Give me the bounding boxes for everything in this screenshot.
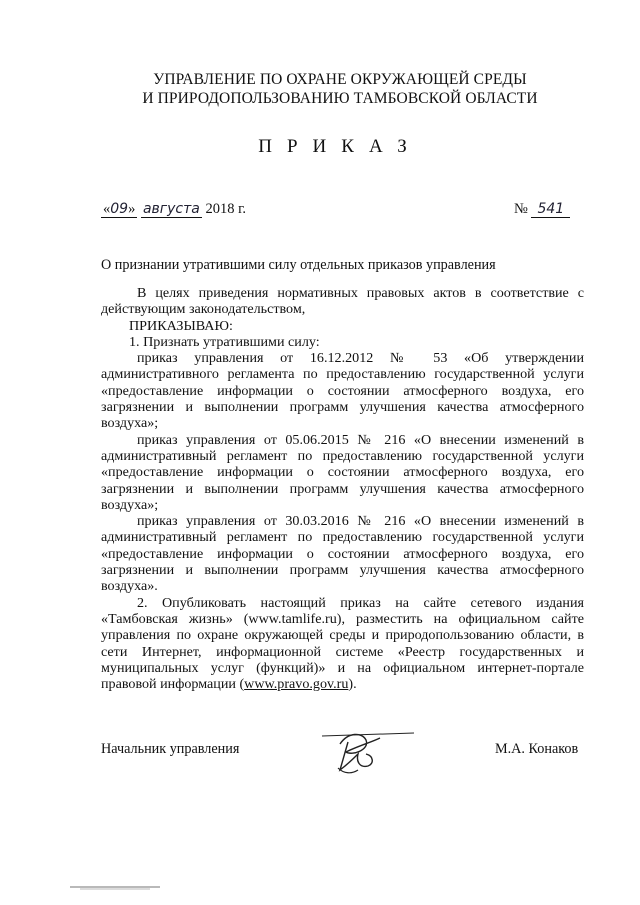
document-body [101,285,584,692]
document-title: ПРИКАЗ [258,136,422,157]
date-day: 09 [110,201,129,217]
preamble-paragraph: В целях приведения нормативных правовых актов в соответствие с действующим законодательством, [101,285,584,318]
date-day-field [101,201,137,218]
document-subject: О признании утратившими силу отдельных приказов управления [101,257,496,273]
date-month: августа [142,201,200,217]
order-word: ПРИКАЗЫВАЮ: [129,317,233,334]
number-value: 541 [531,201,570,218]
signer-position: Начальник управления [101,741,240,757]
date-quote-close: » [128,201,136,217]
signer-name: М.А. Конаков [495,741,579,757]
item2-text: 2. Опубликовать настоящий приказ на сайте сетевого издания «Тамбовская жизнь» (www.tamlife.ru), разместить на официальном сайте управления по охране окружающей среды и природопользованию области, в сети Интернет, информационной системе «Реестр государственных и муниципальных услуг (функций)» и на официальном интернет-портале правовой информации ( [101,594,584,693]
date-quote-open: « [103,201,111,217]
item2-paragraph [101,595,584,693]
item1-order-b: приказ управления от 05.06.2015 № 216 «О внесении изменений в административный регламент по предоставлению государственной услуги «предоставление информации о состоянии атмосферного воздуха, его загрязнении и выполнении программ улучшения качества атмосферного воздуха»; [101,431,584,513]
org-name-line-1: УПРАВЛЕНИЕ ПО ОХРАНЕ ОКРУЖАЮЩЕЙ СРЕДЫ [153,71,527,88]
footer-rule [70,886,160,890]
date-year: 2018 г. [205,201,247,217]
handwritten-signature [318,724,418,780]
document-date [101,201,246,218]
document-number [514,201,570,218]
org-name-line-2: И ПРИРОДОПОЛЬЗОВАНИЮ ТАМБОВСКОЙ ОБЛАСТИ [142,90,538,107]
item1-order-c: приказ управления от 30.03.2016 № 216 «О внесении изменений в административный регламент по предоставлению государственной услуги «предоставление информации о состоянии атмосферного воздуха, его загрязнении и выполнении программ улучшения качества атмосферного воздуха». [101,513,584,595]
item2-end: ). [348,676,357,693]
number-prefix: № [514,201,528,217]
item1-title: 1. Признать утратившими силу: [129,333,320,350]
item1-order-a: приказ управления от 16.12.2012 № 53 «Об утверждении административного регламента по предоставлению государственной услуги «предоставление информации о состоянии атмосферного воздуха, его загрязнении и выполнении программ улучшения качества атмосферного воздуха»; [101,350,584,432]
pravo-link[interactable]: www.pravo.gov.ru [244,676,349,693]
